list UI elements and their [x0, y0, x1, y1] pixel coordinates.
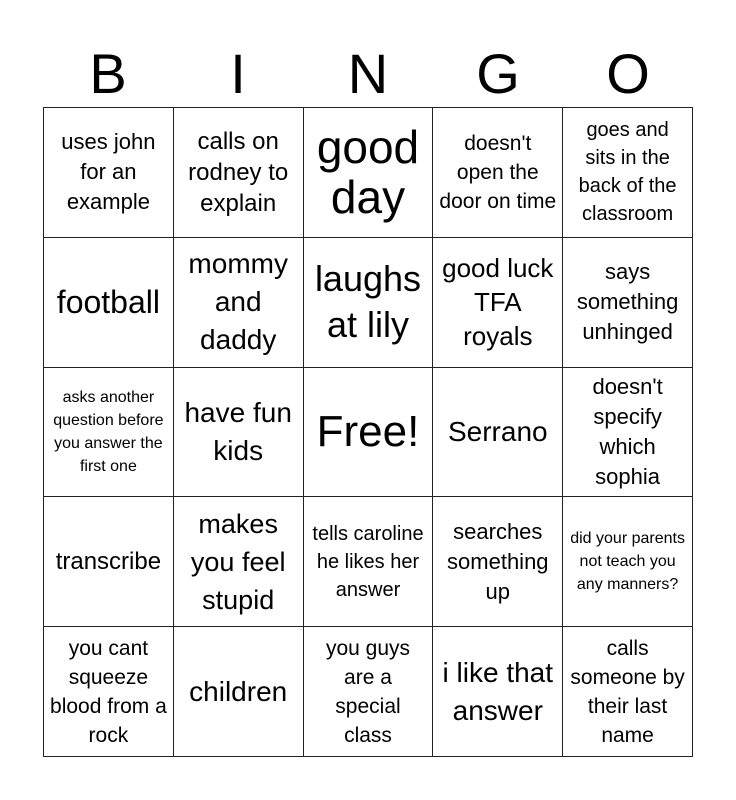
cell-text: calls someone by their last name	[570, 636, 685, 747]
cell-text: good luck TFA royals	[442, 253, 554, 352]
bingo-cell[interactable]	[304, 497, 434, 627]
bingo-cell[interactable]	[44, 627, 174, 757]
bingo-cell[interactable]	[44, 368, 174, 498]
bingo-cell[interactable]	[563, 497, 693, 627]
bingo-cell[interactable]	[433, 497, 563, 627]
cell-text: mommy and daddy	[188, 248, 288, 356]
cell-text: transcribe	[55, 548, 162, 576]
cell-text: makes you feel stupid	[190, 508, 286, 615]
bingo-cell[interactable]	[174, 627, 304, 757]
cell-text: calls on rodney to explain	[188, 127, 289, 217]
header-letter-n: N	[347, 42, 389, 105]
bingo-cell[interactable]	[433, 238, 563, 368]
bingo-cell[interactable]	[174, 497, 304, 627]
header-letter-i: I	[230, 42, 246, 105]
bingo-header	[43, 40, 693, 108]
bingo-cell-free[interactable]	[304, 368, 434, 498]
bingo-cell[interactable]	[44, 238, 174, 368]
cell-text: football	[56, 284, 160, 321]
cell-text: goes and sits in the back of the classroom	[578, 119, 677, 226]
cell-text: Serrano	[447, 415, 548, 447]
bingo-cell[interactable]	[174, 108, 304, 238]
cell-text: did your parents not teach you any manners?	[570, 530, 685, 594]
bingo-cell[interactable]	[44, 497, 174, 627]
bingo-cell[interactable]	[563, 108, 693, 238]
bingo-cell[interactable]	[433, 108, 563, 238]
bingo-cell[interactable]	[563, 238, 693, 368]
cell-text: uses john for an example	[61, 129, 156, 215]
cell-text: doesn't open the door on time	[439, 131, 557, 213]
bingo-cell[interactable]	[304, 627, 434, 757]
cell-text: good day	[316, 121, 420, 224]
cell-text: searches something up	[447, 518, 549, 604]
bingo-cell[interactable]	[304, 108, 434, 238]
header-letter-b: B	[89, 42, 127, 105]
bingo-cell[interactable]	[174, 368, 304, 498]
header-letter-o: O	[606, 42, 650, 105]
cell-text: laughs at lily	[314, 258, 422, 346]
bingo-grid	[43, 107, 693, 757]
cell-text: Free!	[316, 406, 420, 456]
cell-text: have fun kids	[184, 396, 292, 466]
bingo-cell[interactable]	[44, 108, 174, 238]
bingo-cell[interactable]	[563, 627, 693, 757]
cell-text: doesn't specify which sophia	[592, 373, 663, 489]
header-letter-g: G	[476, 42, 520, 105]
cell-text: i like that answer	[442, 656, 554, 726]
cell-text: says something unhinged	[576, 259, 679, 345]
cell-text: children	[189, 675, 288, 707]
cell-text: tells caroline he likes her answer	[312, 522, 424, 601]
cell-text: you guys are a special class	[325, 636, 411, 747]
bingo-cell[interactable]	[433, 627, 563, 757]
bingo-cell[interactable]	[174, 238, 304, 368]
cell-text: you cant squeeze blood from a rock	[50, 636, 167, 747]
cell-text: asks another question before you answer the first one	[53, 388, 164, 475]
bingo-cell[interactable]	[563, 368, 693, 498]
bingo-cell[interactable]	[304, 238, 434, 368]
bingo-cell[interactable]	[433, 368, 563, 498]
